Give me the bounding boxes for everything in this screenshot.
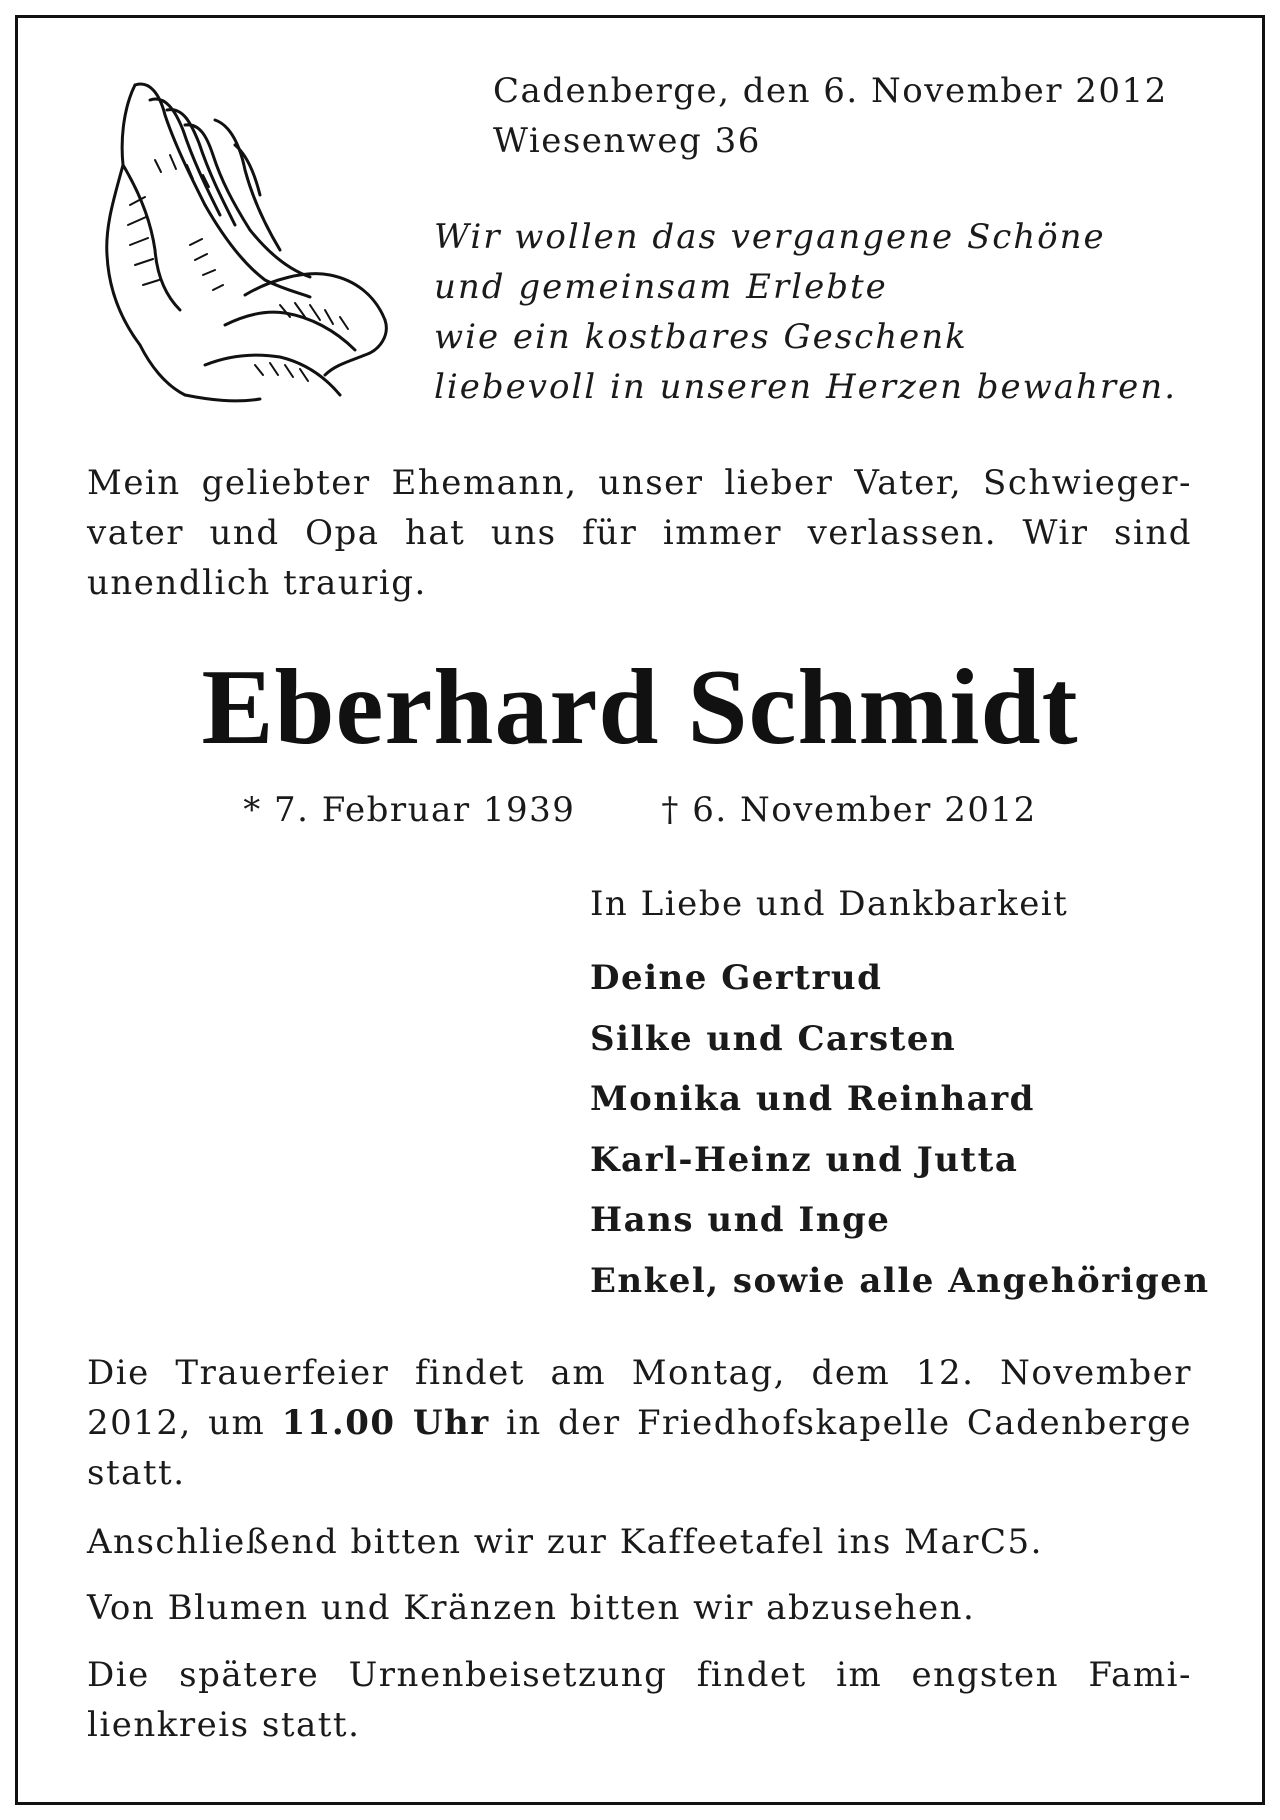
header-block	[493, 66, 1168, 166]
intro-line: vater und Opa hat uns für immer verlassen. Wir sind	[87, 513, 1192, 553]
place-date: Cadenberge, den 6. November 2012	[493, 71, 1168, 111]
funeral-notice	[87, 1348, 1192, 1498]
mourner-name: Monika und Reinhard	[590, 1079, 1035, 1119]
intro-text	[87, 458, 1192, 608]
mourner-name: Hans und Inge	[590, 1200, 891, 1240]
flowers-notice: Von Blumen und Kränzen bitten wir abzusehen.	[87, 1588, 976, 1628]
life-dates	[0, 786, 1280, 834]
address: Wiesenweg 36	[493, 121, 761, 161]
praying-hands-icon	[95, 65, 395, 415]
poem-line: liebevoll in unseren Herzen bewahren.	[434, 367, 1178, 407]
urn-notice	[87, 1650, 1192, 1750]
deceased-name: Eberhard Schmidt	[201, 648, 1079, 767]
intro-line: unendlich traurig.	[87, 563, 427, 603]
mourner-name: Deine Gertrud	[590, 958, 883, 998]
funeral-text-end: in der Friedhofskapelle Cadenberge statt.	[87, 1403, 1192, 1493]
mourners-list	[590, 948, 1210, 1311]
poem	[434, 212, 1177, 412]
coffee-notice: Anschließend bitten wir zur Kaffeetafel ins MarC5.	[87, 1522, 1043, 1562]
mourner-name: Silke und Carsten	[590, 1018, 957, 1059]
thanks-line: In Liebe und Dankbarkeit	[590, 884, 1069, 924]
mourner-name: Enkel, sowie alle Angehörigen	[590, 1260, 1210, 1301]
funeral-text-start: Die Trauerfeier findet am Montag, dem 12. November 2012, um	[87, 1353, 1192, 1443]
death-date: † 6. November 2012	[661, 790, 1037, 830]
urn-line: Die spätere Urnenbeisetzung findet im engsten Fami-	[87, 1655, 1192, 1695]
urn-line: lienkreis statt.	[87, 1705, 361, 1745]
intro-line: Mein geliebter Ehemann, unser lieber Vater, Schwieger-	[87, 463, 1192, 503]
mourner-name: Karl-Heinz und Jutta	[590, 1139, 1019, 1180]
birth-date: * 7. Februar 1939	[243, 790, 576, 830]
poem-line: Wir wollen das vergangene Schöne	[434, 217, 1106, 257]
funeral-time: 11.00 Uhr	[281, 1403, 490, 1443]
poem-line: wie ein kostbares Geschenk	[434, 317, 968, 357]
poem-line: und gemeinsam Erlebte	[434, 267, 888, 307]
